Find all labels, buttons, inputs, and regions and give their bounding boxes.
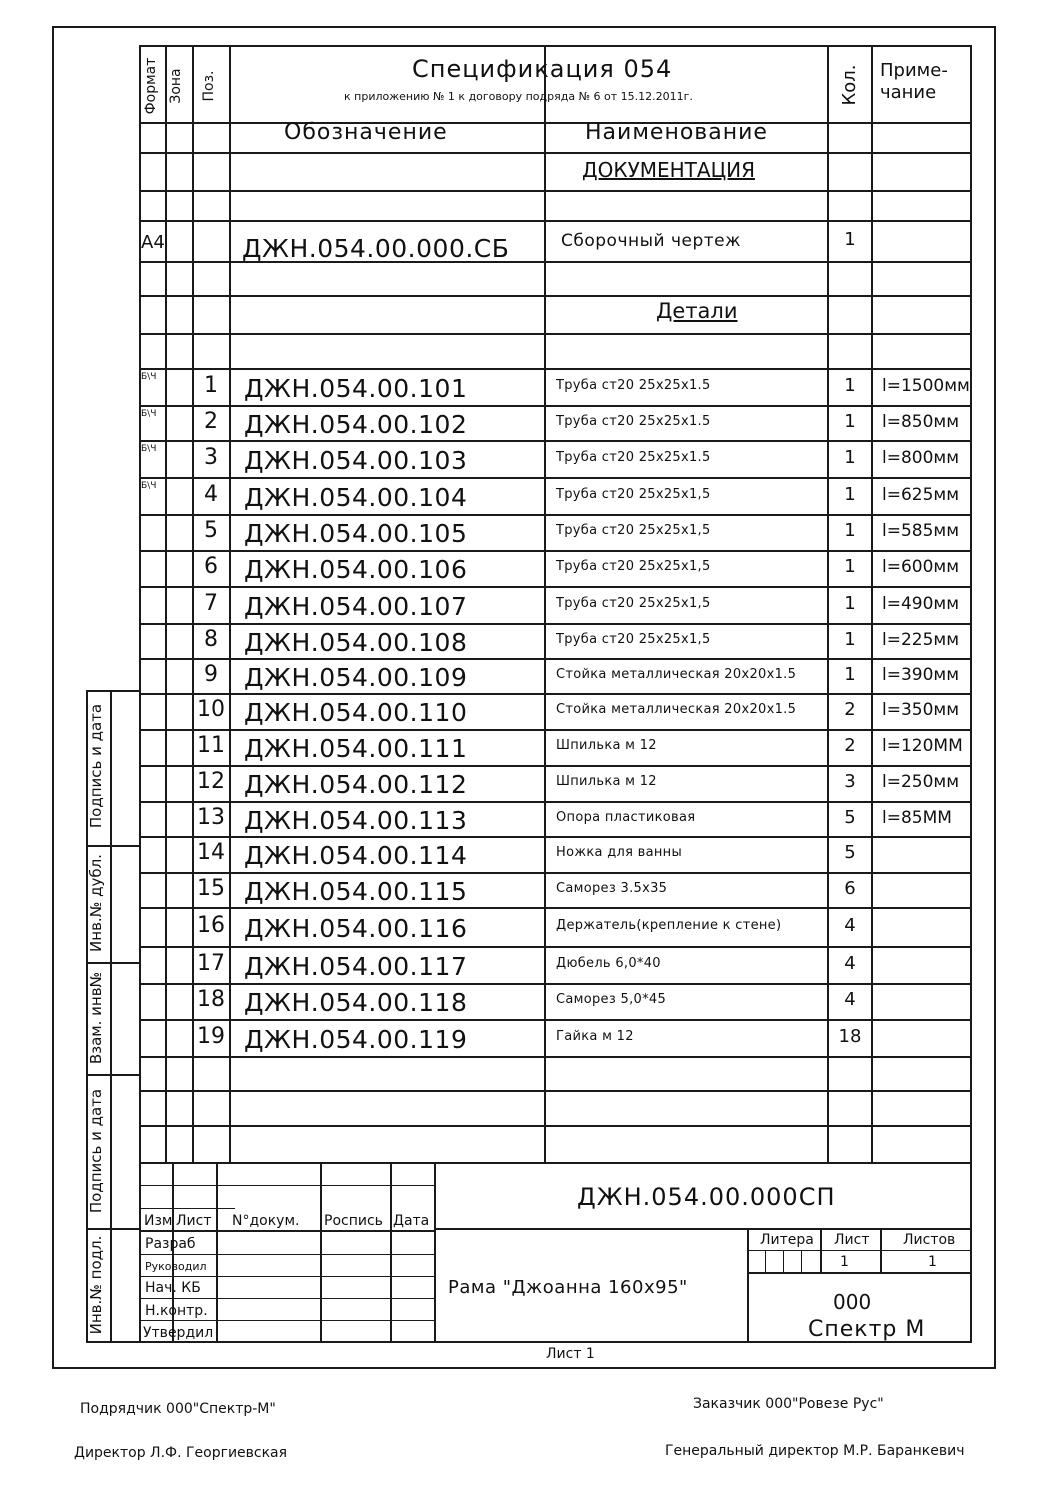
item-note: l=120ММ bbox=[882, 736, 963, 756]
doc-code: ДЖН.054.00.000СП bbox=[577, 1183, 836, 1211]
item-qty: 1 bbox=[844, 411, 856, 432]
item-code: ДЖН.054.00.116 bbox=[244, 914, 468, 943]
item-qty: 1 bbox=[844, 375, 856, 396]
item-code: ДЖН.054.00.107 bbox=[244, 592, 468, 621]
tb-v5 bbox=[434, 1162, 436, 1341]
item-name: Саморез 3.5х35 bbox=[556, 881, 668, 896]
outer-border-top bbox=[52, 26, 996, 28]
item-name: Труба ст20 25х25х1.5 bbox=[556, 378, 711, 393]
row-line-13 bbox=[139, 586, 970, 588]
item-code: ДЖН.054.00.119 bbox=[244, 1025, 468, 1054]
item-pos: 7 bbox=[204, 591, 218, 616]
col-header-note: Приме- чание bbox=[880, 60, 948, 103]
item-pos: 6 bbox=[204, 554, 218, 579]
assembly-format: А4 bbox=[141, 232, 165, 253]
row-line-9 bbox=[139, 440, 970, 442]
row-line-16 bbox=[139, 693, 970, 695]
item-code: ДЖН.054.00.118 bbox=[244, 988, 468, 1017]
item-code: ДЖН.054.00.112 bbox=[244, 770, 468, 799]
item-code: ДЖН.054.00.117 bbox=[244, 952, 468, 981]
item-pos: 19 bbox=[197, 1024, 225, 1049]
item-code: ДЖН.054.00.114 bbox=[244, 841, 468, 870]
row-line-28 bbox=[139, 1125, 970, 1127]
item-qty: 1 bbox=[844, 664, 856, 685]
row-line-23 bbox=[139, 946, 970, 948]
item-qty: 1 bbox=[844, 629, 856, 650]
tb-v3 bbox=[320, 1162, 322, 1341]
tb-n-kontr: Н.контр. bbox=[145, 1303, 208, 1319]
item-note: l=250мм bbox=[882, 772, 960, 792]
tb-v-lit bbox=[747, 1228, 749, 1341]
item-note: l=225мм bbox=[882, 630, 960, 650]
row-line-21 bbox=[139, 872, 970, 874]
item-qty: 2 bbox=[844, 735, 856, 756]
tb-v4 bbox=[390, 1162, 392, 1341]
item-note: l=390мм bbox=[882, 665, 960, 685]
side-strip-inner bbox=[110, 690, 112, 1342]
item-pos: 11 bbox=[197, 733, 225, 758]
col-header-format: Формат bbox=[143, 57, 159, 115]
item-name: Труба ст20 25х25х1,5 bbox=[556, 523, 711, 538]
item-format: Б\Ч bbox=[141, 481, 157, 491]
item-qty: 1 bbox=[844, 556, 856, 577]
item-note: l=85ММ bbox=[882, 808, 952, 828]
item-qty: 5 bbox=[844, 807, 856, 828]
row-line-2 bbox=[139, 190, 970, 192]
item-note: l=850мм bbox=[882, 412, 960, 432]
tb-ndokum: N°докум. bbox=[232, 1213, 300, 1229]
item-pos: 4 bbox=[204, 482, 218, 507]
outer-border-left bbox=[52, 26, 54, 1369]
footer-sheet: Лист 1 bbox=[546, 1346, 595, 1362]
col-line-name bbox=[544, 45, 546, 1162]
item-name: Гайка м 12 bbox=[556, 1029, 634, 1044]
side-strip-bottom bbox=[86, 1341, 140, 1343]
item-code: ДЖН.054.00.109 bbox=[244, 663, 468, 692]
section-details: Детали bbox=[656, 299, 738, 323]
item-code: ДЖН.054.00.102 bbox=[244, 410, 468, 439]
item-name: Стойка металлическая 20х20х1.5 bbox=[556, 702, 797, 717]
row-line-5 bbox=[139, 295, 970, 297]
item-note: l=585мм bbox=[882, 521, 960, 541]
row-line-14 bbox=[139, 623, 970, 625]
item-note: l=800мм bbox=[882, 448, 960, 468]
col-line-designation bbox=[229, 45, 231, 1162]
item-note: l=350мм bbox=[882, 700, 960, 720]
tb-data: Дата bbox=[393, 1213, 430, 1229]
item-qty: 4 bbox=[844, 953, 856, 974]
item-format: Б\Ч bbox=[141, 409, 157, 419]
row-line-22 bbox=[139, 907, 970, 909]
side-sep-1 bbox=[86, 845, 140, 847]
side-strip-top bbox=[86, 690, 140, 692]
item-qty: 4 bbox=[844, 915, 856, 936]
tb-v-list bbox=[820, 1228, 822, 1272]
side-label-podpis-1: Подпись и дата bbox=[87, 703, 105, 829]
item-pos: 16 bbox=[197, 913, 225, 938]
tb-lit-c3 bbox=[801, 1250, 802, 1272]
customer-director: Генеральный директор М.Р. Баранкевич bbox=[665, 1443, 965, 1459]
item-qty: 5 bbox=[844, 842, 856, 863]
tb-lit-c2 bbox=[783, 1250, 784, 1272]
tb-h-lit bbox=[747, 1250, 971, 1251]
item-pos: 17 bbox=[197, 951, 225, 976]
col-header-name: Наименование bbox=[585, 120, 768, 145]
tb-sheet-label: Лист bbox=[834, 1232, 870, 1248]
item-code: ДЖН.054.00.111 bbox=[244, 734, 468, 763]
item-pos: 15 bbox=[197, 876, 225, 901]
tb-rospis: Роспись bbox=[324, 1213, 383, 1229]
item-format: Б\Ч bbox=[141, 444, 157, 454]
row-line-17 bbox=[139, 729, 970, 731]
side-label-podpis-2: Подпись и дата bbox=[87, 1088, 105, 1214]
side-label-inv-podl: Инв.№ подл. bbox=[87, 1235, 105, 1335]
item-name: Шпилька м 12 bbox=[556, 774, 657, 789]
item-pos: 8 bbox=[204, 627, 218, 652]
row-line-19 bbox=[139, 801, 970, 803]
item-note: l=600мм bbox=[882, 557, 960, 577]
item-code: ДЖН.054.00.106 bbox=[244, 555, 468, 584]
tb-v-listov bbox=[880, 1228, 882, 1272]
item-qty: 1 bbox=[844, 593, 856, 614]
item-name: Труба ст20 25х25х1,5 bbox=[556, 559, 711, 574]
row-line-24 bbox=[139, 983, 970, 985]
tb-izm: Изм bbox=[144, 1213, 173, 1229]
tb-utverdil: Утвердил bbox=[143, 1325, 214, 1341]
item-pos: 13 bbox=[197, 805, 225, 830]
item-name: Шпилька м 12 bbox=[556, 738, 657, 753]
item-pos: 3 bbox=[204, 445, 218, 470]
col-header-pos: Поз. bbox=[201, 70, 217, 102]
side-sep-3 bbox=[86, 1074, 140, 1076]
item-qty: 4 bbox=[844, 989, 856, 1010]
outer-border-bottom bbox=[52, 1367, 996, 1369]
row-line-26 bbox=[139, 1056, 970, 1058]
item-code: ДЖН.054.00.101 bbox=[244, 374, 468, 403]
item-code: ДЖН.054.00.115 bbox=[244, 877, 468, 906]
item-qty: 1 bbox=[844, 520, 856, 541]
frame-top bbox=[139, 45, 972, 47]
item-pos: 5 bbox=[204, 518, 218, 543]
item-name: Труба ст20 25х25х1.5 bbox=[556, 414, 711, 429]
item-qty: 1 bbox=[844, 484, 856, 505]
side-label-inv-dubl: Инв.№ дубл. bbox=[87, 854, 105, 952]
row-line-25 bbox=[139, 1019, 970, 1021]
row-line-12 bbox=[139, 550, 970, 552]
tb-v2 bbox=[216, 1162, 218, 1341]
section-docs: ДОКУМЕНТАЦИЯ bbox=[582, 158, 755, 182]
row-line-18 bbox=[139, 765, 970, 767]
tb-rukovodil: Руководил bbox=[145, 1260, 207, 1273]
item-code: ДЖН.054.00.113 bbox=[244, 806, 468, 835]
tb-sheets-value: 1 bbox=[928, 1254, 937, 1270]
row-line-6 bbox=[139, 333, 970, 335]
tb-list: Лист bbox=[176, 1213, 212, 1229]
row-line-0 bbox=[139, 122, 970, 124]
item-name: Труба ст20 25х25х1,5 bbox=[556, 632, 711, 647]
item-name: Труба ст20 25х25х1,5 bbox=[556, 487, 711, 502]
item-name: Опора пластиковая bbox=[556, 810, 696, 825]
customer-label: Заказчик 000"Ровезе Рус" bbox=[693, 1396, 884, 1412]
item-qty: 18 bbox=[838, 1026, 862, 1047]
org-line-2: Спектр М bbox=[808, 1317, 926, 1342]
frame-right bbox=[970, 45, 972, 1343]
row-line-8 bbox=[139, 405, 970, 407]
tb-nach-kb: Нач. КБ bbox=[145, 1280, 201, 1296]
row-line-20 bbox=[139, 836, 970, 838]
item-qty: 3 bbox=[844, 771, 856, 792]
row-line-1 bbox=[139, 152, 970, 154]
item-pos: 9 bbox=[204, 662, 218, 687]
col-header-zone: Зона bbox=[168, 68, 184, 104]
col-header-designation: Обозначение bbox=[284, 120, 448, 145]
tb-top bbox=[139, 1162, 970, 1164]
item-name: Стойка металлическая 20х20х1.5 bbox=[556, 667, 797, 682]
row-line-10 bbox=[139, 477, 970, 479]
spec-title: Спецификация 054 bbox=[412, 55, 673, 83]
item-format: Б\Ч bbox=[141, 372, 157, 382]
assembly-qty: 1 bbox=[844, 229, 856, 250]
spec-subtitle: к приложению № 1 к договору подряда № 6 от 15.12.2011г. bbox=[344, 90, 693, 103]
outer-border-right bbox=[994, 26, 996, 1369]
row-line-15 bbox=[139, 658, 970, 660]
tb-h-lit2 bbox=[747, 1272, 971, 1274]
item-qty: 6 bbox=[844, 878, 856, 899]
item-pos: 18 bbox=[197, 987, 225, 1012]
item-note: l=1500мм bbox=[882, 376, 970, 396]
item-pos: 2 bbox=[204, 409, 218, 434]
tb-sheet-value: 1 bbox=[840, 1254, 849, 1270]
tb-sheets-label: Листов bbox=[903, 1232, 956, 1248]
item-pos: 1 bbox=[204, 373, 218, 398]
item-name: Дюбель 6,0*40 bbox=[556, 956, 661, 971]
row-line-7 bbox=[139, 368, 970, 370]
item-qty: 1 bbox=[844, 447, 856, 468]
assembly-name: Сборочный чертеж bbox=[561, 231, 741, 251]
item-pos: 14 bbox=[197, 840, 225, 865]
item-code: ДЖН.054.00.108 bbox=[244, 628, 468, 657]
item-code: ДЖН.054.00.103 bbox=[244, 446, 468, 475]
item-qty: 2 bbox=[844, 699, 856, 720]
item-pos: 12 bbox=[197, 769, 225, 794]
org-line-1: 000 bbox=[833, 1290, 872, 1314]
tb-litera: Литера bbox=[760, 1232, 814, 1248]
item-code: ДЖН.054.00.104 bbox=[244, 483, 468, 512]
col-line-zone bbox=[165, 45, 167, 1162]
item-name: Труба ст20 25х25х1.5 bbox=[556, 450, 711, 465]
tb-lit-c1 bbox=[765, 1250, 766, 1272]
contractor-director: Директор Л.Ф. Георгиевская bbox=[74, 1445, 288, 1461]
row-line-3 bbox=[139, 220, 970, 222]
tb-h-mid bbox=[435, 1228, 972, 1230]
item-pos: 10 bbox=[197, 697, 225, 722]
item-name: Держатель(крепление к стене) bbox=[556, 918, 782, 933]
col-header-qty: Кол. bbox=[839, 64, 860, 106]
product-name: Рама "Джоанна 160х95" bbox=[448, 1277, 688, 1298]
row-line-27 bbox=[139, 1090, 970, 1092]
item-code: ДЖН.054.00.105 bbox=[244, 519, 468, 548]
row-line-11 bbox=[139, 514, 970, 516]
item-name: Ножка для ванны bbox=[556, 845, 683, 860]
item-note: l=490мм bbox=[882, 594, 960, 614]
tb-r1 bbox=[139, 1208, 235, 1209]
item-name: Саморез 5,0*45 bbox=[556, 992, 667, 1007]
tb-razrab: Разраб bbox=[145, 1236, 196, 1252]
item-note: l=625мм bbox=[882, 485, 960, 505]
item-code: ДЖН.054.00.110 bbox=[244, 698, 468, 727]
contractor-label: Подрядчик 000"Спектр-М" bbox=[80, 1401, 276, 1417]
item-name: Труба ст20 25х25х1,5 bbox=[556, 596, 711, 611]
side-label-vzam: Взам. инв№ bbox=[87, 971, 105, 1065]
assembly-code: ДЖН.054.00.000.СБ bbox=[242, 234, 510, 263]
